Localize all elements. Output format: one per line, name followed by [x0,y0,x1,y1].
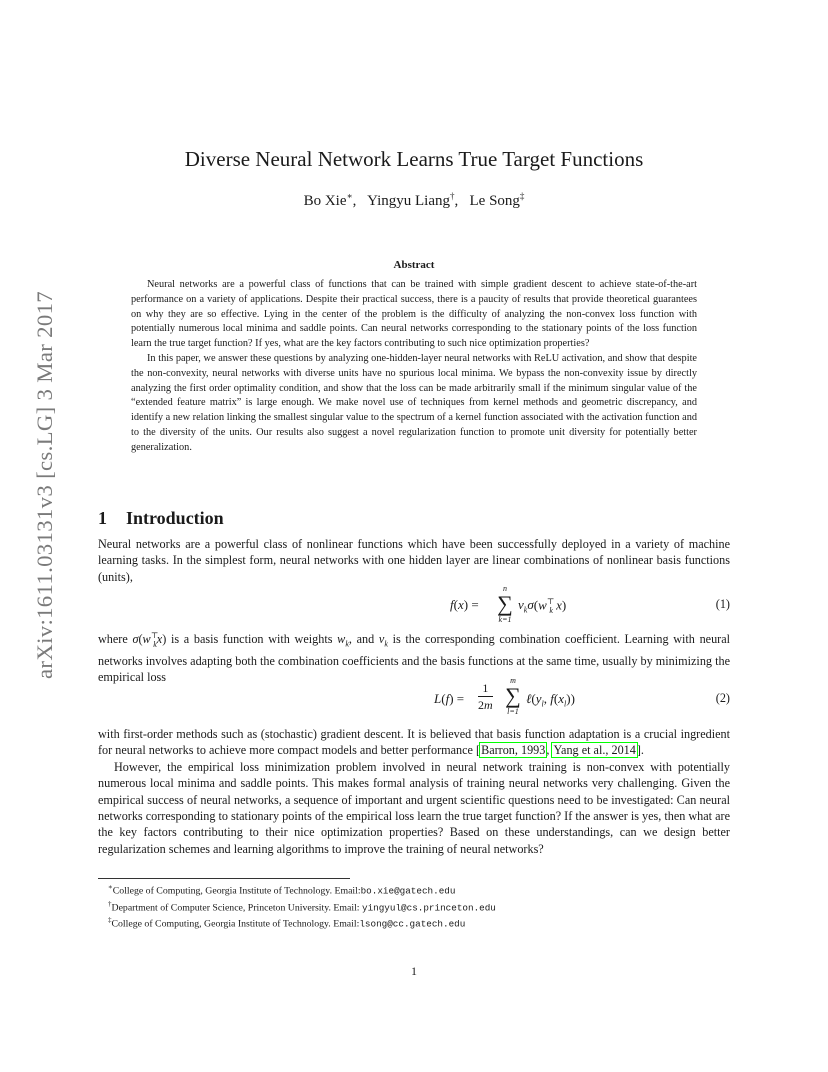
abstract-heading: Abstract [393,259,435,271]
section-heading [98,508,224,529]
paper-title: Diverse Neural Network Learns True Target Functions [184,147,644,171]
footnote-email[interactable]: yingyul@cs.princeton.edu [361,901,496,913]
intro-paragraph-3 [98,726,730,857]
author-name: Yingyu Liang [367,193,450,209]
citation-link[interactable]: Barron, 1993 [481,743,546,758]
footnote-text: Department of Computer Science, Princeton University. Email: [111,901,362,913]
abstract-paragraph: In this paper, we answer these questions by analyzing one-hidden-layer neural networks with ReLU activation, and show that despite the non-convexity, neural networks with diverse units have no spurious local minima. We bypass the non-convexity issue by directly analyzing the first order optimality condition, and show that the loss can be made arbitrarily small if the minimum singular value of the “extended feature matrix” is large enough. We make novel use of techniques from kernel methods and geometric discrepancy, and identify a new relation linking the smallest singular value to the spectrum of a kernel function associated with the activation function and to the diversity of the units. Our results also suggest a novel regularization function to promote unit diversity for potentially better generalization. [131,352,697,453]
body-text-fragment: , and [348,632,375,647]
body-text-fragment: is a basis function with weights [170,632,333,647]
author-mark: ‡ [519,191,525,201]
author-mark: † [450,191,455,201]
footnote-mark: ∗ [108,883,113,891]
footnote-email[interactable]: bo.xie@gatech.edu [360,885,456,897]
body-text-fragment: is the corresponding combination coefficient. Learning with neural networks involves adapting both the combination coefficients and the basis functions at the same time, usually by minimizing the empirical loss [98,632,731,685]
equation-1-body: f(x) = [450,597,479,612]
footnote-mark: ‡ [108,916,112,925]
footnote [108,881,728,898]
author-mark: ∗ [346,191,353,201]
fraction: 1 2m [478,681,493,712]
sum-symbol: n ∑ k=1 [497,584,513,624]
body-text: However, the empirical loss minimization problem involved in neural network training is non-convex with potentially numerous local minima and saddle points. This makes formal analysis of training neural networks very challenging. Given the empirical success of neural networks, a sequence of important and urgent scientific questions need to be investigated: Can neural networks corresponding to stationary points of the empirical loss learn the true target function? If the answer is yes, then what are the key factors contributing to their nice optimization properties? Based on these understandings, can we design better regularization schemes and learning algorithms to improve the training of neural networks? [98,759,730,856]
equation-2-lhs: L(f) = [434,691,465,706]
footnote-text: College of Computing, Georgia Institute of Technology. Email: [111,918,360,930]
abstract-paragraph: Neural networks are a powerful class of functions that can be trained with simple gradient descent to achieve state-of-the-art performance on a variety of applications. Despite their practical success, there is a paucity of results that provide theoretical guarantees on why they are so effective. Lying in the center of the problem is the difficulty of analyzing the non-convex loss function with potentially numerous local minima and saddle points. Can neural networks corresponding to the stationary points of the loss function learn the true target function? If yes, what are the key factors contributing to such nice optimization properties? [131,279,697,350]
equation-number: (2) [715,691,730,705]
footnotes [108,881,728,931]
author-name: Le Song [469,193,520,209]
equation-1 [98,584,730,628]
footnote-text: College of Computing, Georgia Institute of Technology. Email: [112,885,361,897]
page-number: 1 [411,964,417,978]
equation-number: (1) [715,597,730,611]
footnote [108,914,728,931]
abstract-body [131,278,697,456]
body-text-fragment: with first-order methods such as (stochastic) gradient descent. It is believed that basis function adaptation is a crucial ingredient for neural networks to achieve more compact models and better performance [98,727,730,758]
equation-2-term: $\ell(y_l$, $f(x_l)$) [526,691,575,709]
section-number: 1 [98,508,107,528]
author-list: Bo Xie∗, Yingyu Liang†, Le Song‡ [303,191,525,209]
footnote-mark: † [108,899,112,908]
body-text: with first-order methods such as (stochastic) gradient descent. It is believed that basis function adaptation is a crucial ingredient for neural networks to achieve more compact models and better performance [Barron, 1993, Yang et al., 2014]. [98,727,730,758]
section-title: Introduction [126,508,224,528]
arxiv-stamp [22,290,62,680]
sum-symbol: m ∑ l=1 [505,676,521,716]
footnote [108,898,728,915]
body-text: where $\sigma(w^⊤_kx)$ is a basis function with weights $w_k$, and $v_k$ is the corresponding combination coefficient. Learning with neural networks involves adapting both the combination coefficients and the basis functions at the same time, usually by minimizing the empirical loss [98,631,731,685]
footnote-rule [98,878,350,879]
author-name: Bo Xie [303,193,347,209]
body-text: Neural networks are a powerful class of nonlinear functions which have been successfully deployed in a variety of machine learning tasks. In the simplest form, neural networks with one hidden layer are linear combinations of nonlinear basis functions (units), [98,537,730,584]
citation-link[interactable]: Yang et al., 2014 [553,743,636,758]
equation-1-term: $v_k\sigma(w^⊤_k$ x) [518,597,567,615]
equation-2 [98,676,730,724]
body-text-fragment: where [98,632,128,647]
footnote-email[interactable]: lsong@cc.gatech.edu [359,918,466,930]
intro-paragraph-1 [98,536,730,585]
arxiv-stamp-text: arXiv:1611.03131v3 [cs.LG] 3 Mar 2017 [32,304,57,679]
